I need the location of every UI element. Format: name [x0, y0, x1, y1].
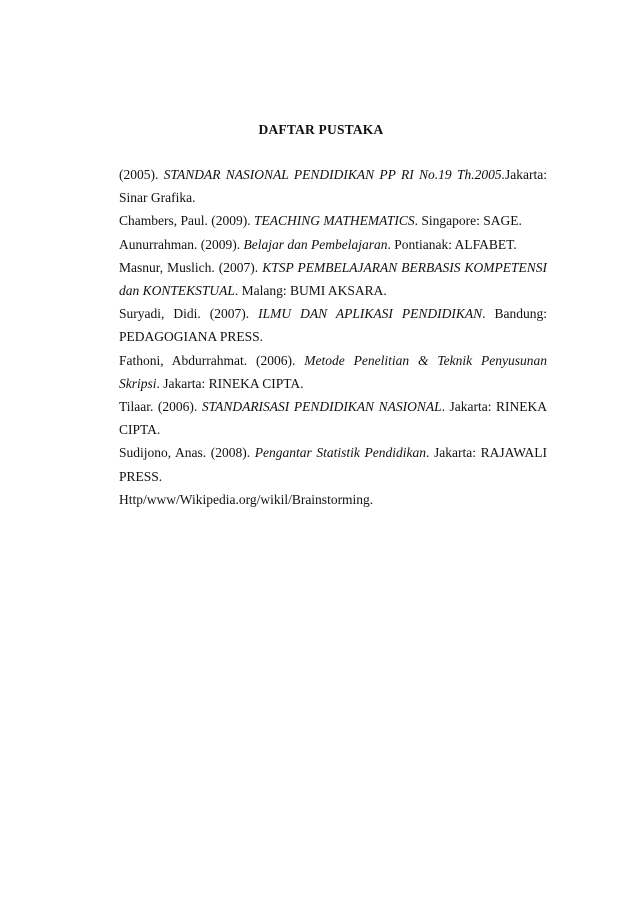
reference-list	[119, 163, 547, 511]
reference-title: TEACHING MATHEMATICS	[253, 213, 415, 229]
reference-publisher: . Pontianak: ALFABET.	[387, 236, 517, 252]
reference-item	[119, 395, 547, 441]
reference-title: Pengantar Statistik Pendidikan	[254, 445, 426, 461]
reference-title: Metode Penelitian & Teknik Penyusunan Skripsi	[119, 352, 547, 391]
reference-author-year: Suryadi, Didi. (2007).	[119, 306, 259, 322]
reference-author-year: Aunurrahman. (2009).	[119, 236, 244, 252]
reference-publisher: . Bandung: PEDAGOGIANA PRESS.	[119, 306, 547, 345]
reference-author-year: Chambers, Paul. (2009).	[119, 213, 254, 229]
reference-author-year: Tilaar. (2006).	[119, 399, 202, 415]
reference-item	[119, 349, 547, 395]
reference-author-year: Masnur, Muslich. (2007).	[119, 259, 263, 275]
reference-title: KTSP PEMBELAJARAN BERBASIS KOMPETENSI dan KONTEKSTUAL	[119, 259, 547, 299]
reference-author-year: (2005).	[119, 167, 164, 182]
reference-item	[119, 302, 547, 348]
reference-publisher: . Jakarta: RAJAWALI PRESS.	[119, 445, 547, 484]
reference-publisher: . Malang: BUMI AKSARA.	[234, 283, 387, 299]
reference-publisher: . Jakarta: RINEKA CIPTA.	[156, 375, 304, 391]
reference-item	[119, 209, 547, 232]
reference-title: STANDARISASI PENDIDIKAN NASIONAL	[201, 399, 442, 415]
reference-publisher: Jakarta: Sinar Grafika.	[119, 167, 547, 206]
reference-item	[119, 488, 547, 511]
reference-author-year: Fathoni, Abdurrahmat. (2006).	[119, 352, 305, 368]
reference-item	[119, 441, 547, 487]
reference-title: STANDAR NASIONAL PENDIDIKAN PP RI No.19 Th.2005.	[163, 167, 506, 182]
reference-title: Belajar dan Pembelajaran	[243, 236, 388, 252]
reference-publisher: . Singapore: SAGE.	[414, 213, 522, 229]
reference-item	[119, 256, 547, 302]
reference-url: Http/www/Wikipedia.org/wikil/Brainstorming.	[119, 491, 374, 507]
reference-title: ILMU DAN APLIKASI PENDIDIKAN	[258, 306, 483, 322]
page-title: DAFTAR PUSTAKA	[258, 122, 384, 137]
reference-item	[119, 163, 547, 209]
reference-publisher: . Jakarta: RINEKA CIPTA.	[119, 399, 548, 438]
reference-author-year: Sudijono, Anas. (2008).	[119, 445, 255, 461]
reference-item	[119, 233, 547, 256]
